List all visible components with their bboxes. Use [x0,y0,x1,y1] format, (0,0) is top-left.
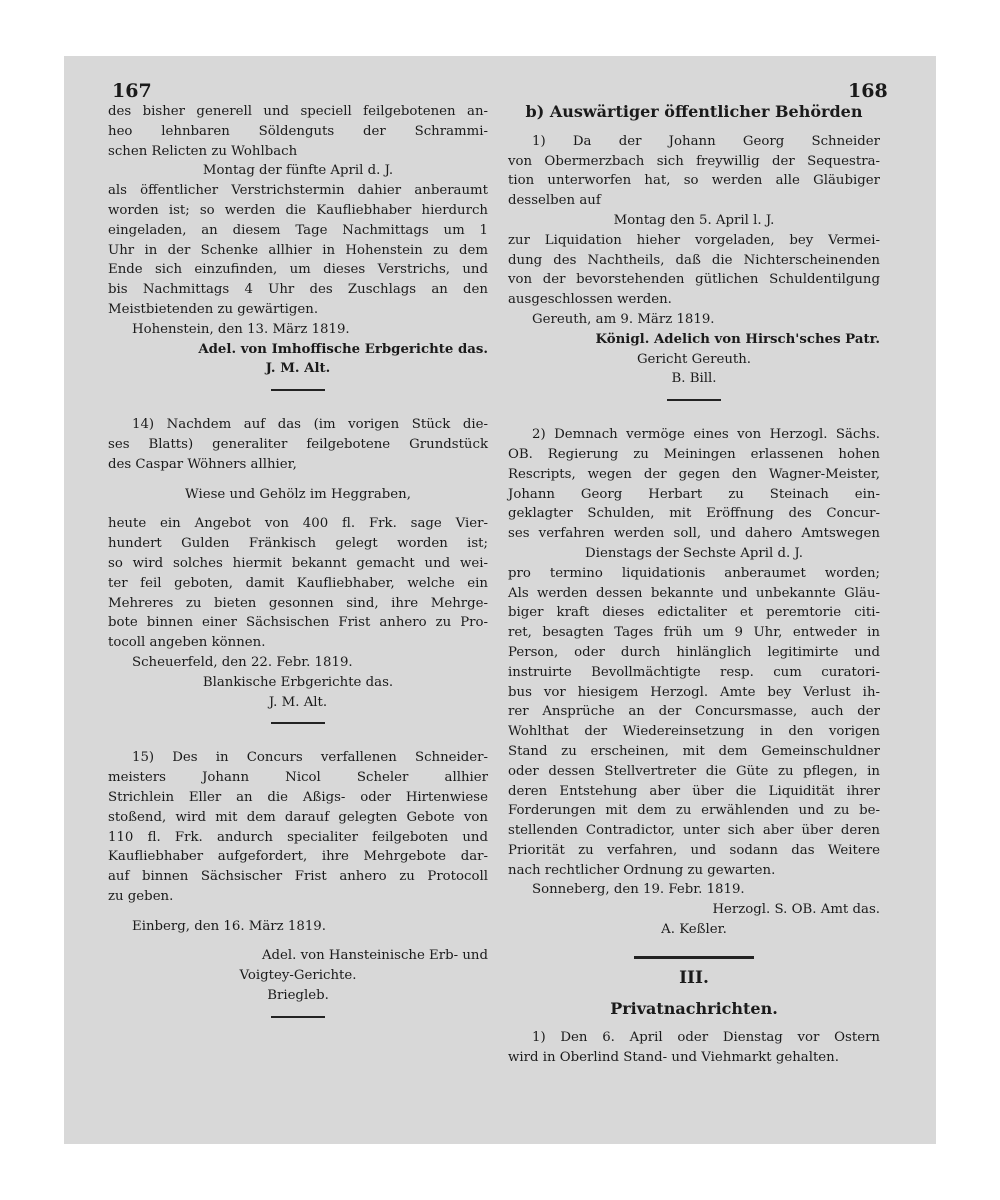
signature: Herzogl. S. OB. Amt das. [712,902,880,918]
text-line: oder dessen Stellvertreter die Güte zu pflegen, in [508,763,880,779]
signature: Briegleb. [267,988,329,1004]
text-line: Meistbietenden zu gewärtigen. [108,301,319,317]
signature: J. M. Alt. [265,361,331,377]
notice-r1 [508,132,880,389]
signature: Voigtey-Gerichte. [239,968,357,984]
section-heading: b) Auswärtiger öffentlicher Behörden [525,102,863,121]
place-date: Sonneberg, den 19. Febr. 1819. [532,882,745,898]
notice-s1 [508,1028,880,1068]
text-line: 110 fl. Frk. andurch specialiter feilgeboten und [108,829,488,845]
text-line: von der bevorstehenden gütlichen Schuldentilgung [508,272,880,288]
date-line: Montag den 5. April l. J. [613,212,775,228]
text-line: tocoll angeben können. [108,635,266,651]
text-line: Stand zu erscheinen, mit dem Gemeinschuldner [508,743,880,759]
text-line: Priorität zu verfahren, und sodann das Weitere [508,842,880,858]
text-line: auf binnen Sächsischer Frist anhero zu Protocoll [108,869,488,885]
date-line: Montag der fünfte April d. J. [202,163,394,179]
text-line: Mehreres zu bieten gesonnen sind, ihre Mehrge- [108,595,488,611]
text-line: Forderungen mit dem zu erwählenden und zu be- [508,803,880,819]
text-line: nach rechtlicher Ordnung zu gewarten. [508,862,776,878]
separator-rule [271,389,325,391]
text-line: heo lehnbaren Söldenguts der Schrammi- [108,123,488,139]
text-line: geklagter Schulden, mit Eröffnung des Concur- [508,506,880,522]
text-line: als öffentlicher Verstrichstermin dahier anberaumt [108,183,488,199]
text-line: Johann Georg Herbart zu Steinach ein- [508,486,880,502]
text-line: deren Entstehung aber über die Liquidität ihrer [508,783,880,799]
text-line: tion unterworfen hat, so werden alle Gläubiger [508,173,880,189]
section-rule [634,956,754,959]
left-column [108,102,488,1032]
text-line: meisters Johann Nicol Scheler allhier [108,770,488,786]
text-line: schen Relicten zu Wohlbach [108,143,298,159]
text-line: dung des Nachtheils, daß die Nichterscheinenden [508,252,880,268]
text-line: desselben auf [508,193,601,209]
page-number-left: 167 [112,80,152,102]
text-line: heute ein Angebot von 400 fl. Frk. sage Vier- [108,516,488,532]
text-line: 1) Den 6. April oder Dienstag vor Ostern [532,1030,880,1046]
text-line: hundert Gulden Fränkisch gelegt worden ist; [108,536,488,552]
text-line: zu geben. [108,888,174,904]
signature: Gericht Gereuth. [636,351,752,367]
text-line: eingeladen, an diesem Tage Nachmittags um 1 [108,222,488,238]
text-line: stellenden Contradictor, unter sich aber über deren [508,823,880,839]
signature: Adel. von Hansteinische Erb- und [261,948,488,964]
item-line: Wiese und Gehölz im Heggraben, [185,486,411,502]
signature: Adel. von Imhoffische Erbgerichte das. [198,341,488,357]
text-line: ses verfahren werden soll, und dahero Amtswegen [508,526,880,542]
text-line: wird in Oberlind Stand- und Viehmarkt gehalten. [508,1050,839,1066]
text-line: worden ist; so werden die Kaufliebhaber hierdurch [108,202,488,218]
separator-rule [667,399,721,401]
text-line: rer Ansprüche an der Concursmasse, auch der [508,704,880,720]
date-line: Dienstags der Sechste April d. J. [585,545,803,561]
text-line: bus vor hiesigem Herzogl. Amte bey Verlust ih- [508,684,880,700]
signature: J. M. Alt. [268,694,328,710]
notice-14 [108,415,488,712]
signature: B. Bill. [671,371,717,387]
text-line: 15) Des in Concurs verfallenen Schneider- [132,750,488,766]
text-line: bote binnen einer Sächsischen Frist anhero zu Pro- [108,615,488,631]
signature: A. Keßler. [661,922,727,938]
text-line: pro termino liquidationis anberaumet worden; [508,565,880,581]
notice-wohlbach [108,102,488,379]
text-line: stoßend, wird mit dem darauf gelegten Gebote von [108,809,488,825]
text-line: 1) Da der Johann Georg Schneider [532,133,880,149]
text-line: OB. Regierung zu Meiningen erlassenen hohen [508,446,880,462]
section-number: III. [679,967,709,988]
text-line: Rescripts, wegen der gegen den Wagner-Meister, [508,466,880,482]
text-line: Uhr in der Schenke allhier in Hohenstein zu dem [108,242,488,258]
right-column [508,102,880,1068]
text-line: Strichlein Eller an die Aßigs- oder Hirtenwiese [108,789,488,805]
signature: Blankische Erbgerichte das. [202,674,394,690]
text-line: Ende sich einzufinden, um dieses Verstrichs, und [108,262,488,278]
text-line: des Caspar Wöhners allhier, [108,456,297,472]
section-title: Privatnachrichten. [610,998,778,1018]
notice-r2 [508,425,880,940]
text-line: 2) Demnach vermöge eines von Herzogl. Sächs. [532,427,880,443]
text-line: so wird solches hiermit bekannt gemacht und wei- [108,555,488,571]
text-line: 14) Nachdem auf das (im vorigen Stück die- [132,417,488,433]
text-line: ausgeschlossen werden. [508,292,672,308]
text-line: von Obermerzbach sich freywillig der Sequestra- [508,153,880,169]
separator-rule [271,1016,325,1018]
text-line: instruirte Bevollmächtigte resp. cum curatori- [508,664,880,680]
text-line: ter feil geboten, damit Kaufliebhaber, welche ein [108,575,488,591]
signature: Königl. Adelich von Hirsch'sches Patr. [595,331,880,347]
text-line: ret, besagten Tages früh um 9 Uhr, entweder in [508,625,880,641]
text-line: Als werden dessen bekannte und unbekannte Gläu- [508,585,880,601]
text-line: zur Liquidation hieher vorgeladen, bey Vermei- [508,232,880,248]
text-line: Kaufliebhaber aufgefordert, ihre Mehrgebote dar- [108,849,488,865]
place-date: Scheuerfeld, den 22. Febr. 1819. [132,654,353,670]
notice-15 [108,748,488,1006]
text-line: biger kraft dieses edictaliter et peremtorie citi- [508,605,880,621]
text-line: Wohlthat der Wiedereinsetzung in den vorigen [508,724,880,740]
text-line: ses Blatts) generaliter feilgebotene Grundstück [108,436,488,452]
text-line: des bisher generell und speciell feilgebotenen an- [108,104,488,119]
text-line: bis Nachmittags 4 Uhr des Zuschlags an den [108,282,488,298]
page-number-right: 168 [848,80,888,102]
place-date: Hohenstein, den 13. März 1819. [132,321,350,337]
separator-rule [271,722,325,724]
text-line: Person, oder durch hinlänglich legitimirte und [508,644,880,660]
place-date: Einberg, den 16. März 1819. [132,918,326,934]
place-date: Gereuth, am 9. März 1819. [532,311,715,327]
